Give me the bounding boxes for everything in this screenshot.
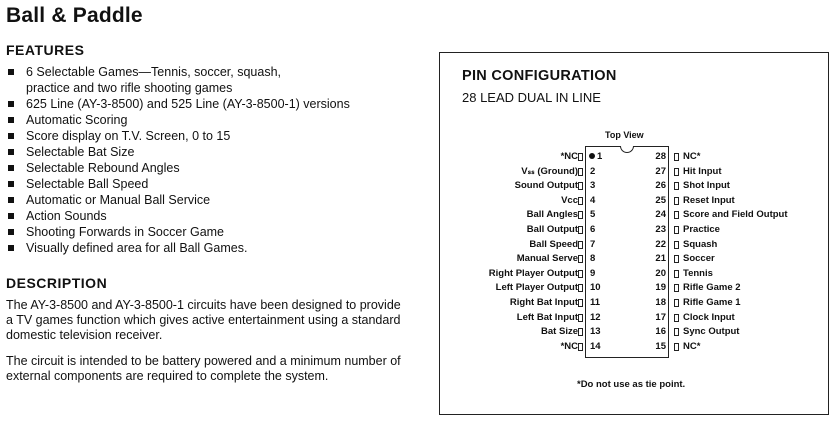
right-pin-row <box>0 150 839 164</box>
left-pin-number: 3 <box>590 180 596 192</box>
left-pin-label: Right Player Output <box>488 267 578 279</box>
pin-lead-icon <box>674 226 679 234</box>
right-pin-number: 28 <box>655 151 666 162</box>
right-pin-number: 25 <box>655 194 666 206</box>
bullet-icon <box>8 101 14 107</box>
left-pin-label: Bat Size <box>541 326 578 338</box>
pin-lead-icon <box>674 241 679 249</box>
pin-lead-icon <box>674 314 679 322</box>
right-pin-row <box>0 238 839 252</box>
right-pin-row <box>0 223 839 237</box>
right-pin-label: Rifle Game 2 <box>683 282 741 294</box>
right-pin-label: Clock Input <box>683 311 735 323</box>
feature-item: Automatic Scoring <box>6 112 416 128</box>
right-pin-number: 17 <box>655 311 666 323</box>
left-pin-number: 4 <box>590 194 596 206</box>
right-pin-label: Squash <box>683 238 718 250</box>
pin-lead-icon <box>674 270 679 278</box>
right-pin-row <box>0 179 839 193</box>
right-pin-label: Tennis <box>683 267 713 279</box>
right-pin-number: 16 <box>655 326 666 338</box>
right-pin-row <box>0 311 839 325</box>
right-pin-number: 23 <box>655 224 666 235</box>
left-pin-number: 13 <box>590 326 601 338</box>
left-pin-label: Vₛₛ (Ground) <box>521 165 578 177</box>
feature-item: Shooting Forwards in Soccer Game <box>6 224 416 240</box>
right-pin-label: Soccer <box>683 253 715 265</box>
right-pin-row <box>0 165 839 179</box>
left-pin-number: 8 <box>590 253 596 265</box>
left-pin-number: 5 <box>590 209 596 221</box>
left-pin-label: Ball Speed <box>529 238 578 250</box>
feature-item: Selectable Ball Speed <box>6 176 416 192</box>
left-pin-number: 14 <box>590 340 601 352</box>
pin-lead-icon <box>674 153 679 161</box>
pin-lead-icon <box>674 182 679 190</box>
left-pin-number: 11 <box>590 297 601 308</box>
right-pin-label: Sync Output <box>683 326 740 338</box>
right-pin-number: 22 <box>655 238 666 250</box>
left-pin-label: Right Bat Input <box>509 297 578 308</box>
feature-item: Visually defined area for all Ball Games. <box>6 240 416 256</box>
pin-config-footnote: *Do not use as tie point. <box>577 379 686 390</box>
right-pin-number: 26 <box>655 180 666 192</box>
right-pin-row <box>0 281 839 295</box>
pin-lead-icon <box>674 197 679 205</box>
feature-item: Selectable Bat Size <box>6 144 416 160</box>
pin-lead-icon <box>674 284 679 292</box>
feature-item: Action Sounds <box>6 208 416 224</box>
pin-lead-icon <box>674 299 679 307</box>
left-pin-label: Sound Output <box>514 180 578 192</box>
feature-item: Selectable Rebound Angles <box>6 160 416 176</box>
right-pin-number: 24 <box>655 209 666 221</box>
right-pin-number: 15 <box>655 340 666 352</box>
pin-lead-icon <box>674 343 679 351</box>
pin-lead-icon <box>674 168 679 176</box>
right-pin-label: Shot Input <box>683 180 730 192</box>
right-pin-row <box>0 340 839 354</box>
feature-item: 6 Selectable Games—Tennis, soccer, squash, practice and two rifle shooting games <box>6 64 326 96</box>
bullet-icon <box>8 133 14 139</box>
right-pin-row <box>0 194 839 208</box>
left-pin-label: *NC <box>560 340 578 352</box>
features-heading: FEATURES <box>6 42 85 58</box>
feature-item: Score display on T.V. Screen, 0 to 15 <box>6 128 416 144</box>
pin-lead-icon <box>674 328 679 336</box>
left-pin-number: 10 <box>590 282 601 294</box>
right-pin-row <box>0 296 839 310</box>
top-view-label: Top View <box>605 130 644 140</box>
pin-lead-icon <box>674 211 679 219</box>
page-title: Ball & Paddle <box>6 4 143 27</box>
left-pin-label: Ball Angles <box>526 209 578 221</box>
left-pin-number: 9 <box>590 267 596 279</box>
pin-config-subtitle: 28 LEAD DUAL IN LINE <box>462 90 601 105</box>
left-pin-number: 1 <box>597 151 603 162</box>
right-pin-row <box>0 267 839 281</box>
right-pin-label: Reset Input <box>683 194 735 206</box>
bullet-icon <box>8 69 14 75</box>
left-pin-number: 2 <box>590 165 596 177</box>
right-pin-label: Hit Input <box>683 165 722 177</box>
right-pin-label: NC* <box>683 340 701 352</box>
left-pin-number: 7 <box>590 238 596 250</box>
pin-config-title: PIN CONFIGURATION <box>462 68 617 84</box>
right-pin-label: NC* <box>683 151 701 162</box>
left-pin-label: *NC <box>560 151 578 162</box>
left-pin-label: Left Player Output <box>495 282 578 294</box>
left-pin-number: 6 <box>590 224 596 235</box>
right-pin-row <box>0 208 839 222</box>
right-pin-label: Rifle Game 1 <box>683 297 741 308</box>
right-pin-label: Score and Field Output <box>683 209 788 221</box>
right-pin-number: 19 <box>655 282 666 294</box>
right-pin-label: Practice <box>683 224 720 235</box>
description-paragraph-1: The AY-3-8500 and AY-3-8500-1 circuits have been designed to provide a TV games function which gives active entertainment using a standard domestic television receiver. <box>6 298 401 342</box>
left-pin-label: Ball Output <box>526 224 578 235</box>
pin-lead-icon <box>674 255 679 263</box>
bullet-icon <box>8 117 14 123</box>
left-pin-number: 12 <box>590 311 601 323</box>
left-pin-label: Manual Serve <box>516 253 578 265</box>
right-pin-number: 20 <box>655 267 666 279</box>
left-pin-label: Vᴄᴄ <box>561 194 578 206</box>
right-pin-number: 18 <box>655 297 666 308</box>
feature-item: Automatic or Manual Ball Service <box>6 192 416 208</box>
right-pin-row <box>0 252 839 266</box>
feature-item: 625 Line (AY-3-8500) and 525 Line (AY-3-8500-1) versions <box>6 96 416 112</box>
right-pin-number: 27 <box>655 165 666 177</box>
description-heading: DESCRIPTION <box>6 275 108 291</box>
right-pin-number: 21 <box>655 253 666 265</box>
right-pin-row <box>0 325 839 339</box>
description-paragraph-2: The circuit is intended to be battery powered and a minimum number of external components are required to complete the system. <box>6 354 401 383</box>
left-pin-label: Left Bat Input <box>516 311 578 323</box>
